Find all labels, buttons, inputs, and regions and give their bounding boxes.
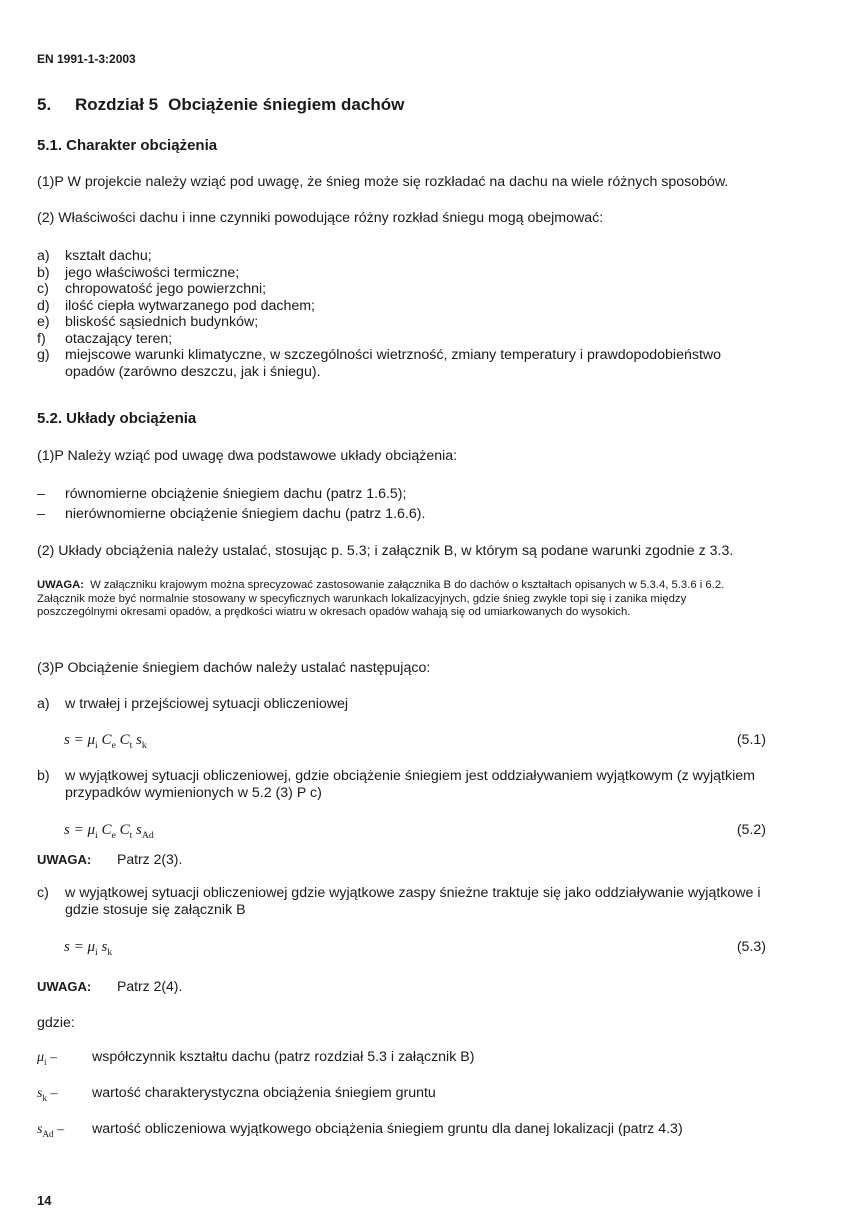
symbol-s-k: $s_k$ – [37, 1086, 58, 1103]
dash-item: – równomierne obciążenie śniegiem dachu (patrz 1.6.5); [37, 486, 407, 502]
dash-item: – nierównomierne obciążenie śniegiem dachu (patrz 1.6.6). [37, 506, 426, 522]
standard-code: EN 1991-1-3:2003 [37, 52, 136, 66]
national-annex-note [37, 579, 767, 620]
section-5-1-heading: 5.1. Charakter obciążenia [37, 137, 218, 154]
note-text: W załączniku krajowym można sprecyzować zastosowanie załącznika B do dachów o kształtach opisanych w 5.3.4, 5.3.6 i 6.2. Załącznik może być normalnie stosowany w specyficznych warunkach lokalizacyjnych, gdzie śnieg zwykle topi się i zanika między poszczególnymi okresami opadów, a prędkości wiatru w okresach opadów wahają się od umiarkowanych do wysokich. [37, 579, 725, 619]
note-label: UWAGA: [37, 579, 85, 591]
paragraph-2: (2) Właściwości dachu i inne czynniki powodujące różny rozkład śniegu mogą obejmować: [37, 210, 604, 226]
chapter-title: Obciążenie śniegiem dachów [168, 95, 405, 114]
definition-text: wartość charakterystyczna obciążenia śniegiem gruntu [92, 1085, 436, 1101]
chapter-number: 5. [37, 95, 52, 114]
paragraph-1p: (1)P W projekcie należy wziąć pod uwagę, że śnieg może się rozkładać na dachu na wiele różnych sposobów. [37, 174, 729, 190]
chapter-word: Rozdział 5 [75, 95, 159, 114]
paragraph-3p: (3)P Obciążenie śniegiem dachów należy ustalać następująco: [37, 660, 431, 676]
formula-5-1: $s = \mu_i$ $C_e$ $C_t$ $s_k$ [64, 732, 147, 751]
equation-number: (5.3) [736, 939, 766, 955]
paragraph-1p-5-2: (1)P Należy wziąć pod uwagę dwa podstawowe układy obciążenia: [37, 448, 458, 464]
definition-text: wartość obliczeniowa wyjątkowego obciążenia śniegiem gruntu dla danej lokalizacji (patrz 4.3) [92, 1121, 683, 1137]
definition-text: współczynnik kształtu dachu (patrz rozdział 5.3 i załącznik B) [92, 1049, 475, 1065]
formula-5-2: $s = \mu_i$ $C_e$ $C_t$ $s_{Ad}$ [64, 822, 154, 841]
formula-5-3: $s = \mu_i$ $s_k$ [64, 939, 113, 958]
symbol-mu-i: $\mu_i$ – [37, 1050, 58, 1067]
where-label: gdzie: [37, 1015, 75, 1031]
page-number: 14 [37, 1193, 52, 1208]
equation-number: (5.2) [736, 822, 766, 838]
symbol-s-ad: $s_{Ad}$ – [37, 1122, 65, 1139]
equation-number: (5.1) [736, 732, 766, 748]
note-case-c: UWAGA: Patrz 2(4). [37, 978, 183, 994]
document-page: EN 1991-1-3:2003 5. Rozdział 5 Obciążenie śniegiem dachów 5.1. Charakter obciążenia (1)P W projekcie należy wziąć pod uwagę, że śnieg może się rozkładać na dachu na wiele różnych sposobów. (2) Właściwości dachu i inne czynniki powodujące różny rozkład śniegu mogą obejmować: a) kształt dachu; b) jego właściwości termiczne; c) chropowatość jego powierzchni; d) ilość ciepła wytwarzanego pod dachem; e) bliskość sąsiednich budynków; f) otaczający teren; g) miejscowe warunki klimatyczne, w szczególności wietrzność, zmiany temperatury i prawdopodobieństwo opadów (zarówno deszczu, jak i śniegu). 5.2. Układy obciążenia (1)P Należy wziąć pod uwagę dwa podstawowe układy obciążenia: – równomierne obciążenie śniegiem dachu (patrz 1.6.5); – nierównomierne obciążenie śniegiem dachu (patrz 1.6.6). (2) Układy obciążenia należy ustalać, stosując p. 5.3; i załącznik B, w którym są podane warunki zgodnie z 3.3. UWAGA: W załączniku krajowym można sprecyzować zastosowanie załącznika B do dachów o kształtach opisanych w 5.3.4, 5.3.6 i 6.2. Załącznik może być normalnie stosowany w specyficznych warunkach lokalizacyjnych, gdzie śnieg zwykle topi się i zanika między poszczególnymi okresami opadów, a prędkości wiatru w okresach opadów wahają się od umiarkowanych do wysokich. (3)P Obciążenie śniegiem dachów należy ustalać następująco: a) w trwałej i przejściowej sytuacji obliczeniowej $s = \mu_i$ $C_e$ $C_t$ $s_k$ (5.1) b) w wyjątkowej sytuacji obliczeniowej, gdzie obciążenie śniegiem jest oddziaływaniem wyjątkowym (z wyjątkiem przypadków wymienionych w 5.2 (3) P c) $s = \mu_i$ $C_e$ $C_t$ $s_{Ad}$ (5.2) UWAGA: Patrz 2(3). c) w wyjątkowej sytuacji obliczeniowej gdzie wyjątkowe zaspy śnieżne traktuje się jako oddziaływanie wyjątkowe i gdzie stosuje się załącznik B $s = \mu_i$ $s_k$ (5.3) UWAGA: Patrz 2(4). gdzie: $\mu_i$ – współczynnik kształtu dachu (patrz rozdział 5.3 i załącznik B) $s_k$ – wartość charakterystyczna obciążenia śniegiem gruntu $s_{Ad}$ – wartość obliczeniowa wyjątkowego obciążenia śniegiem gruntu dla danej lokalizacji (patrz 4.3) 14 [37, 52, 766, 1208]
paragraph-2-5-2: (2) Układy obciążenia należy ustalać, stosując p. 5.3; i załącznik B, w którym są podane warunki zgodnie z 3.3. [37, 543, 734, 559]
section-5-2-heading: 5.2. Układy obciążenia [37, 410, 197, 427]
note-case-b: UWAGA: Patrz 2(3). [37, 851, 183, 867]
chapter-heading [37, 95, 404, 115]
